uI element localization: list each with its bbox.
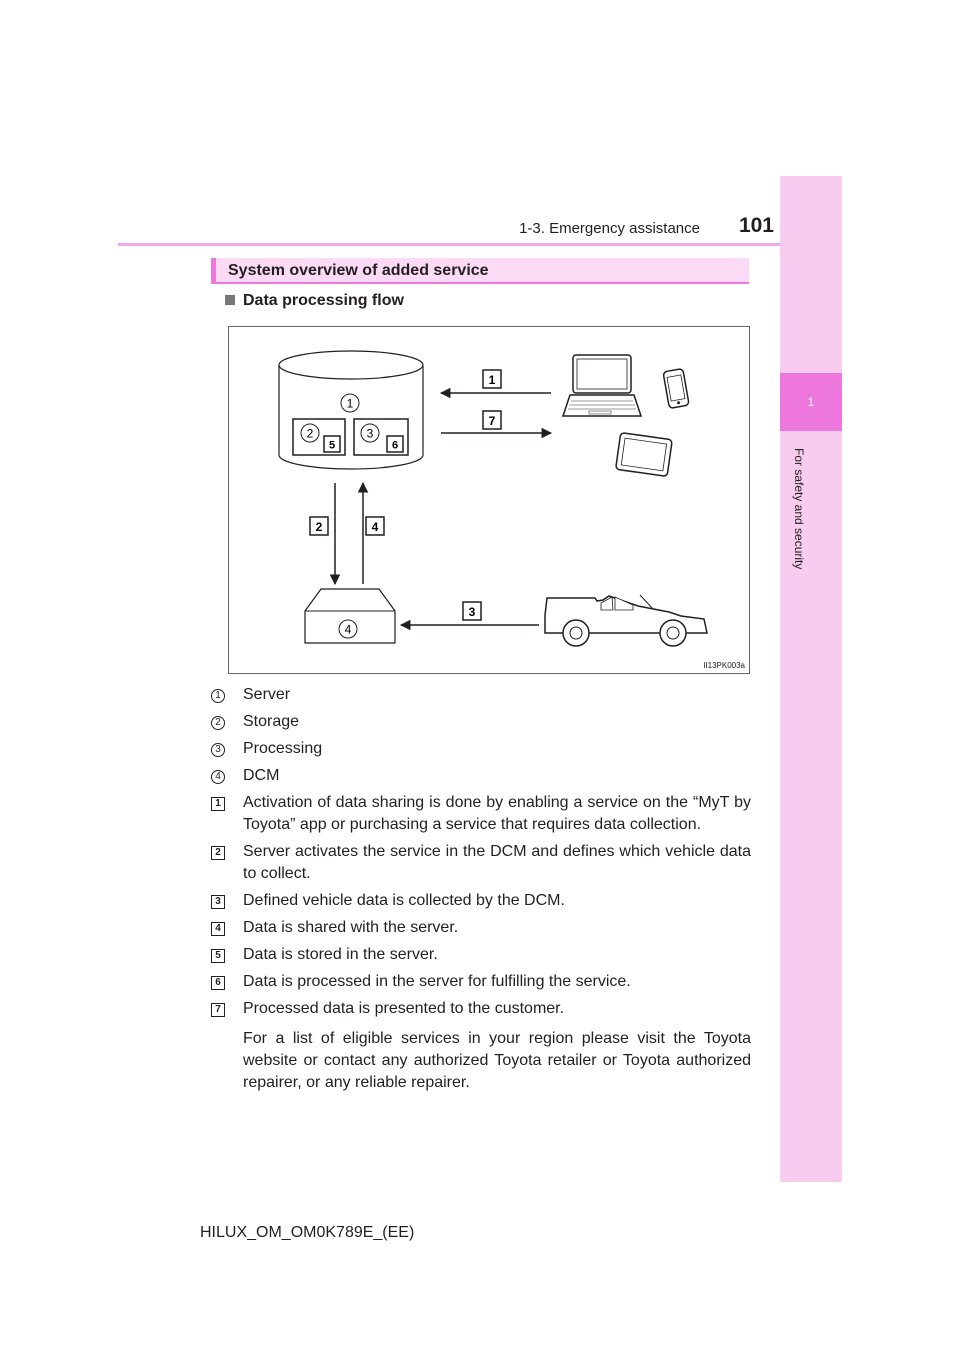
legend-item <box>211 765 751 787</box>
svg-text:3: 3 <box>366 426 374 441</box>
smartphone-icon <box>663 369 689 409</box>
figure-marker-square-1 <box>483 370 501 388</box>
item-text: DCM <box>243 767 280 784</box>
item-marker: 7 <box>211 1003 225 1017</box>
item-marker: 6 <box>211 976 225 990</box>
figure-marker-square-3 <box>463 602 481 620</box>
data-flow-figure <box>228 326 750 674</box>
figure-marker-square-4 <box>366 517 384 535</box>
item-marker: 4 <box>211 770 225 784</box>
svg-text:1: 1 <box>488 373 496 387</box>
figure-marker-square-5 <box>324 436 340 452</box>
item-text: Data is shared with the server. <box>243 919 459 936</box>
section-title: System overview of added service <box>228 262 489 279</box>
figure-code: II13PK003a <box>703 661 745 670</box>
item-text: Data is stored in the server. <box>243 946 438 963</box>
header-section-title: 1-3. Emergency assistance <box>519 220 700 237</box>
laptop-icon <box>563 355 641 416</box>
item-text: Storage <box>243 713 300 730</box>
figure-marker-square-6 <box>387 436 403 452</box>
item-marker: 3 <box>211 743 225 757</box>
svg-text:2: 2 <box>306 426 314 441</box>
item-text: Server activates the service in the DCM and defines which vehicle data to collect. <box>243 843 751 882</box>
legend-item <box>211 684 751 706</box>
pickup-truck-icon <box>545 595 707 646</box>
square-bullet-icon <box>225 295 235 305</box>
item-marker: 2 <box>211 846 225 860</box>
figure-marker-circle-3 <box>361 424 379 442</box>
header-rule <box>118 243 842 246</box>
side-chapter-tab <box>780 176 842 1182</box>
figure-marker-circle-1 <box>341 394 359 412</box>
item-marker: 3 <box>211 895 225 909</box>
legend-item <box>211 792 751 836</box>
legend-item <box>211 841 751 885</box>
legend-item <box>211 890 751 912</box>
svg-text:4: 4 <box>344 622 352 637</box>
legend-list <box>211 684 751 1094</box>
figure-marker-square-7 <box>483 411 501 429</box>
page-number: 101 <box>738 214 774 237</box>
item-text: Data is processed in the server for fulfilling the service. <box>243 973 631 990</box>
legend-item <box>211 711 751 733</box>
svg-text:5: 5 <box>328 439 336 452</box>
svg-text:2: 2 <box>315 520 323 534</box>
item-text: Activation of data sharing is done by enabling a service on the “MyT by Toyota” app or purchasing a service that requires data collection. <box>243 794 751 833</box>
svg-text:3: 3 <box>468 605 476 619</box>
note-paragraph: For a list of eligible services in your region please visit the Toyota website or contact any authorized Toyota retailer or Toyota authorized repairer, or any reliable repairer. <box>243 1030 751 1091</box>
legend-item <box>211 738 751 760</box>
item-marker: 1 <box>211 797 225 811</box>
legend-item <box>211 998 751 1020</box>
legend-item <box>211 917 751 939</box>
item-marker: 1 <box>211 689 225 703</box>
svg-text:7: 7 <box>488 414 496 428</box>
figure-marker-circle-4 <box>339 620 357 638</box>
item-marker: 5 <box>211 949 225 963</box>
section-heading-box <box>211 258 749 284</box>
subheading <box>225 292 404 310</box>
figure-marker-circle-2 <box>301 424 319 442</box>
svg-text:6: 6 <box>391 439 399 452</box>
data-flow-diagram <box>229 327 749 673</box>
legend-item <box>211 971 751 993</box>
figure-marker-square-2 <box>310 517 328 535</box>
side-chapter-number: 1 <box>807 395 815 409</box>
side-chapter-number-box <box>780 373 842 431</box>
footer-manual-code: HILUX_OM_OM0K789E_(EE) <box>200 1224 415 1241</box>
tablet-icon <box>616 433 673 477</box>
svg-text:4: 4 <box>371 520 379 534</box>
item-text: Processing <box>243 740 323 757</box>
item-marker: 2 <box>211 716 225 730</box>
svg-text:1: 1 <box>346 396 354 411</box>
subheading-text: Data processing flow <box>243 292 404 309</box>
side-chapter-label: For safety and security <box>792 448 806 570</box>
item-text: Defined vehicle data is collected by the DCM. <box>243 892 565 909</box>
item-text: Server <box>243 686 291 703</box>
item-text: Processed data is presented to the customer. <box>243 1000 565 1017</box>
item-marker: 4 <box>211 922 225 936</box>
legend-item <box>211 944 751 966</box>
